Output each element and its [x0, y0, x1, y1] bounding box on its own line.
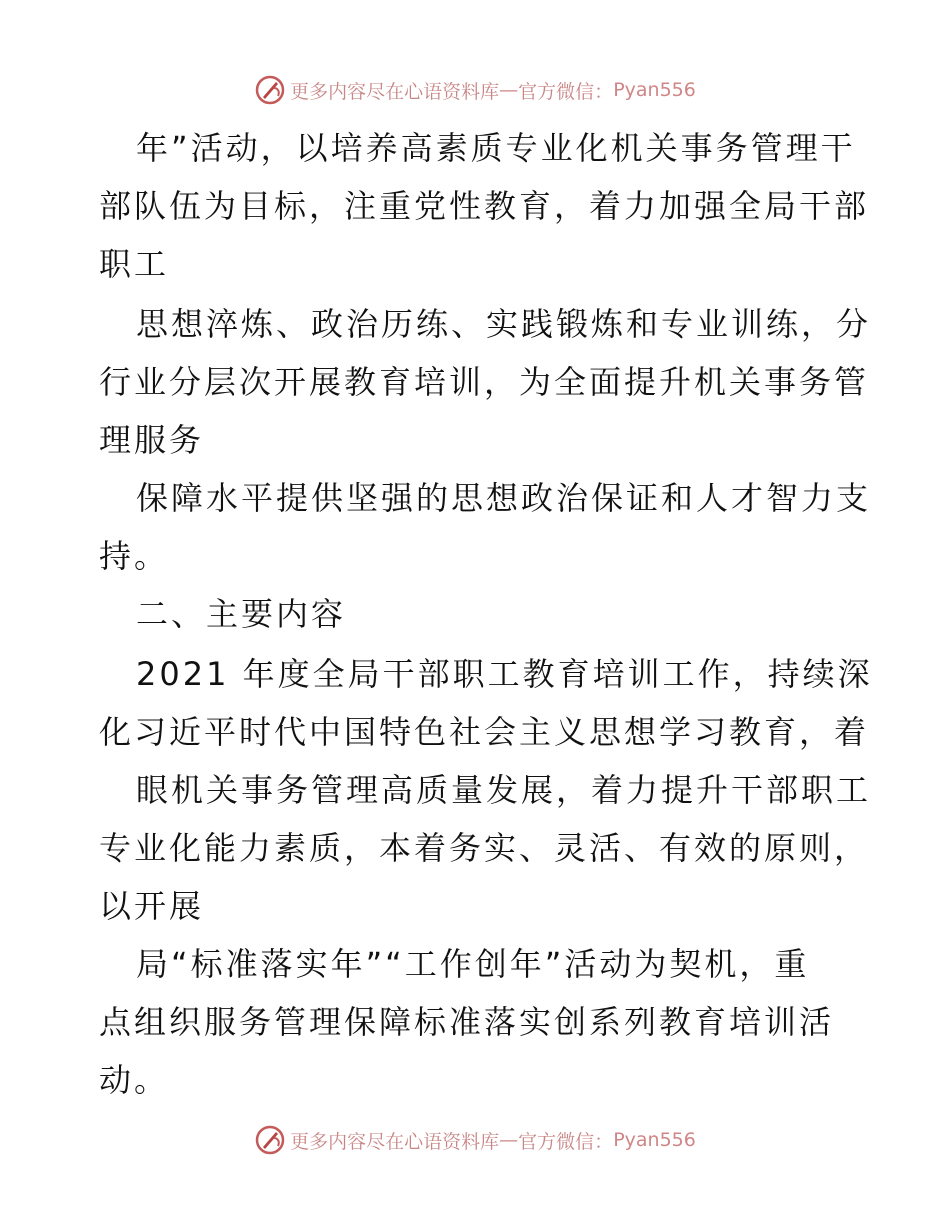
quill-logo-icon: [254, 74, 286, 106]
watermark-footer: [0, 1120, 950, 1160]
watermark-account: Pyan556: [613, 79, 696, 101]
watermark-separator: —: [499, 1129, 519, 1151]
body-line: 以开展: [99, 887, 205, 925]
body-line: 专业化能力素质，本着务实、灵活、有效的原则，: [99, 829, 870, 867]
section-heading: 二、主要内容: [136, 595, 347, 633]
body-line: 化习近平时代中国特色社会主义思想学习教育，着: [99, 713, 870, 751]
watermark-site-text: 更多内容尽在心语资料库: [290, 1130, 500, 1153]
body-line: 眼机关事务管理高质量发展，着力提升干部职工: [136, 771, 872, 809]
body-line: 部队伍为目标，注重党性教育，着力加强全局干部: [99, 187, 870, 225]
body-line: 职工: [99, 245, 170, 283]
watermark-separator: —: [499, 79, 519, 101]
body-line: 动。: [99, 1061, 170, 1099]
watermark-label: 官方微信：: [518, 1130, 614, 1153]
body-line: 行业分层次开展教育培训，为全面提升机关事务管: [99, 363, 870, 401]
watermark-site-text: 更多内容尽在心语资料库: [290, 80, 500, 103]
body-line: 年”活动，以培养高素质专业化机关事务管理干: [136, 129, 856, 167]
body-line: 思想淬炼、政治历练、实践锻炼和专业训练，分: [136, 305, 872, 343]
body-line: 理服务: [99, 421, 205, 459]
quill-logo-icon: [254, 1124, 286, 1156]
watermark-label: 官方微信：: [518, 80, 614, 103]
watermark-account: Pyan556: [613, 1129, 696, 1151]
watermark-header: [0, 70, 950, 110]
body-line: 点组织服务管理保障标准落实创系列教育培训活: [99, 1003, 835, 1041]
body-line: 局“标准落实年”“工作创年”活动为契机，重: [136, 945, 810, 983]
body-line: 保障水平提供坚强的思想政治保证和人才智力支: [136, 479, 872, 517]
body-line: 2021 年度全局干部职工教育培训工作，持续深: [136, 655, 873, 693]
body-line: 持。: [99, 537, 170, 575]
